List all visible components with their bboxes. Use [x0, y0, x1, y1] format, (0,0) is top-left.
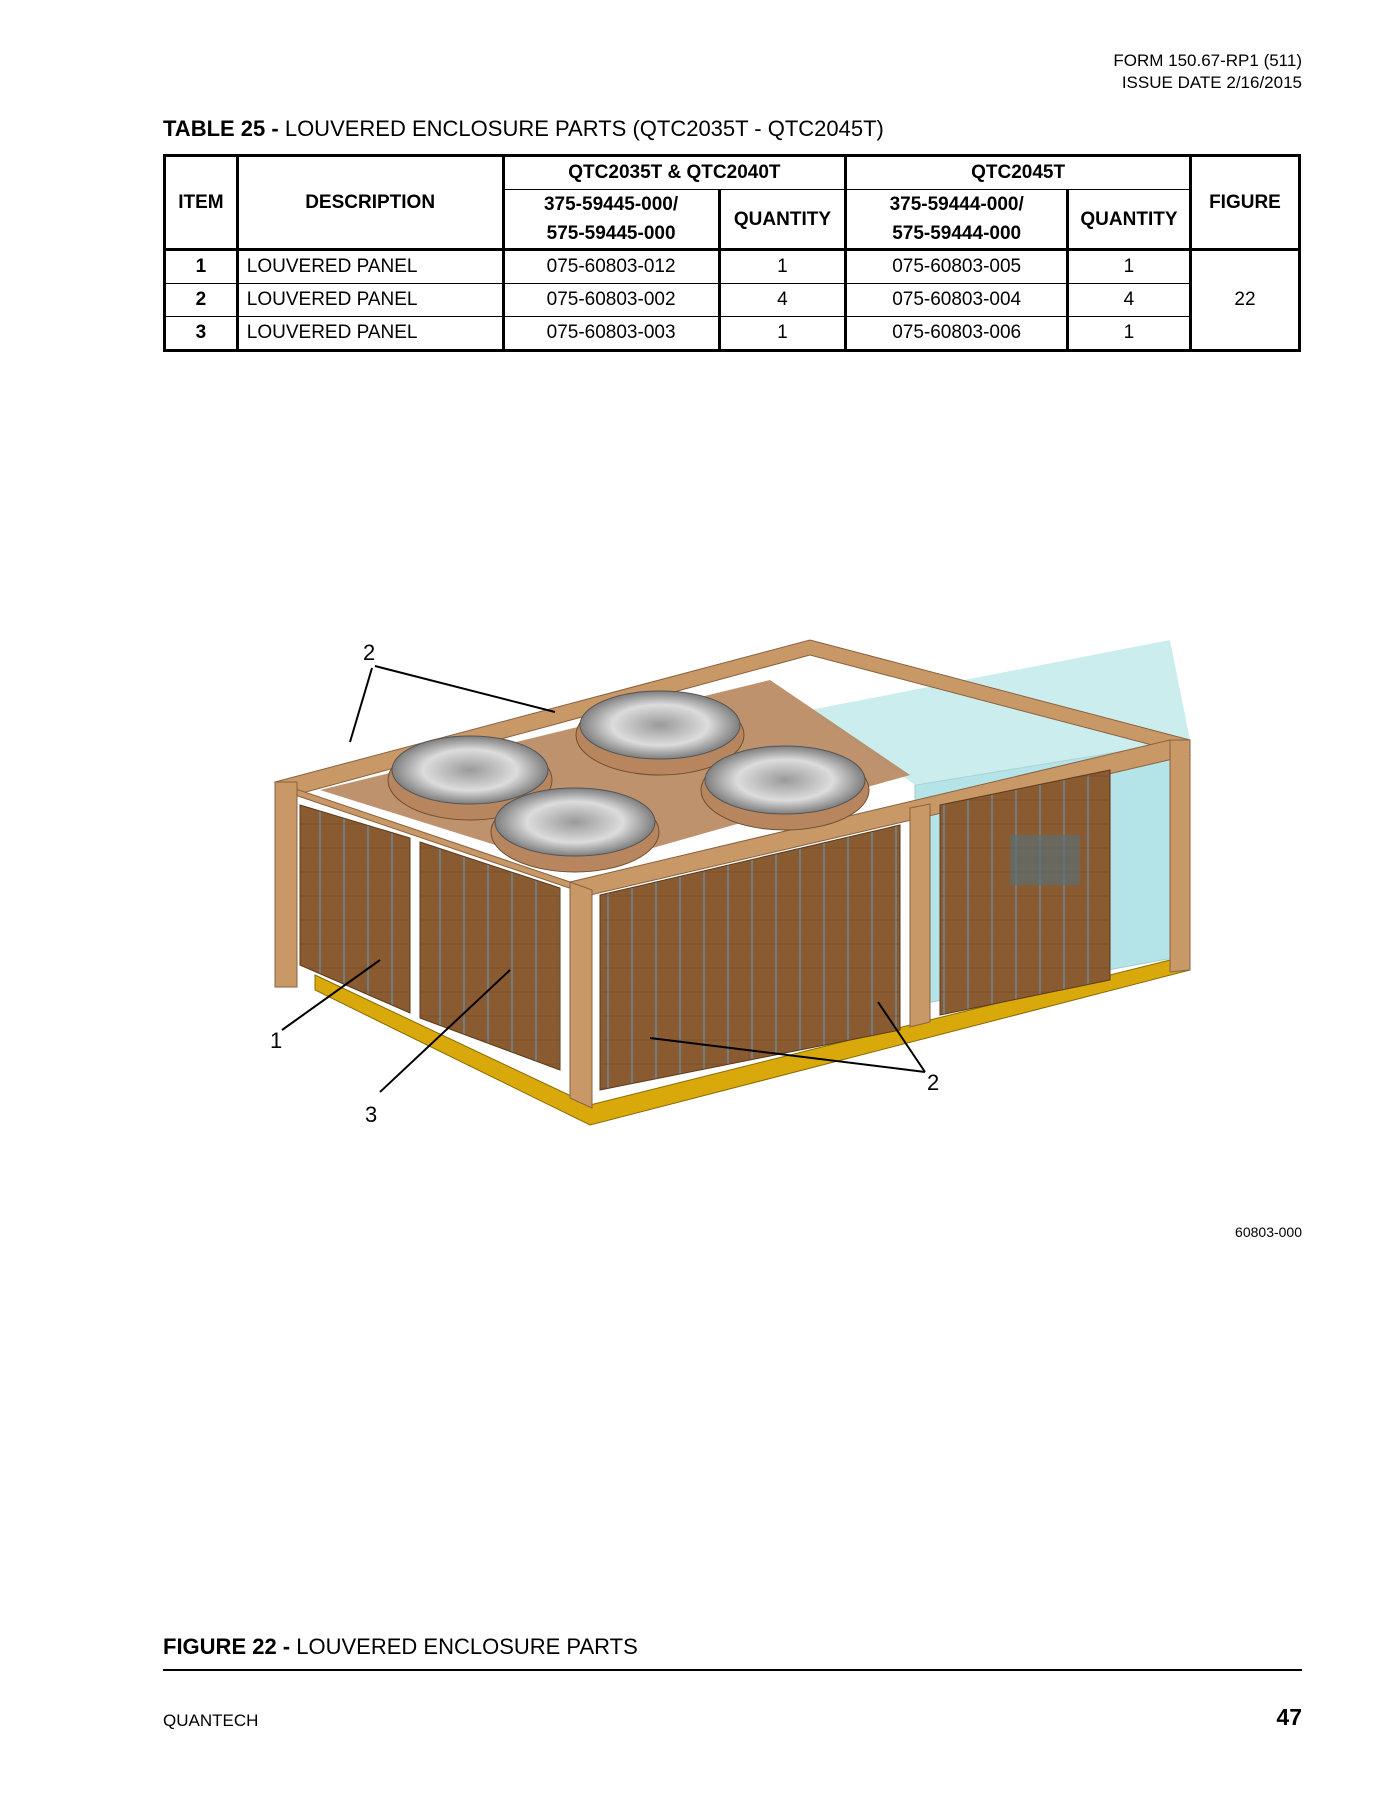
table-row [165, 317, 1300, 351]
corner-post [1170, 740, 1190, 972]
col-header-qty-a: QUANTITY [719, 190, 846, 250]
part-a-line2: 575-59445-000 [546, 223, 676, 244]
row-part-a: 075-60803-002 [503, 284, 719, 317]
page-header [1113, 50, 1302, 94]
col-header-group-a: QTC2035T & QTC2040T [503, 156, 846, 190]
fan-icon [705, 746, 865, 814]
leader-line [350, 668, 372, 742]
enclosure-illustration [270, 620, 1210, 1140]
compressor-icon [1010, 835, 1080, 885]
mid-post [910, 804, 930, 1027]
row-part-b: 075-60803-005 [846, 250, 1068, 284]
col-header-part-b [846, 190, 1068, 250]
fan-icon [495, 788, 655, 856]
part-a-line1: 375-59445-000/ [543, 194, 679, 215]
table-title-text: LOUVERED ENCLOSURE PARTS (QTC2035T - QTC2045T) [278, 116, 884, 141]
table-title [163, 116, 884, 142]
issue-date: ISSUE DATE 2/16/2015 [1121, 73, 1302, 92]
figure-title-number: FIGURE 22 - [163, 1634, 291, 1659]
page-number: 47 [1276, 1704, 1302, 1730]
row-qty-a: 1 [719, 317, 846, 351]
col-header-description: DESCRIPTION [237, 156, 503, 250]
fan-icon [392, 736, 548, 804]
table-row [165, 250, 1300, 284]
row-qty-a: 1 [719, 250, 846, 284]
enclosure-drawing [275, 640, 1190, 1125]
parts-table [163, 154, 1301, 352]
figure-code: 60803-000 [1235, 1224, 1302, 1240]
fan-icon [580, 691, 740, 759]
col-header-figure: FIGURE [1190, 156, 1299, 250]
leader-line [375, 666, 555, 712]
col-header-qty-b: QUANTITY [1068, 190, 1191, 250]
col-header-part-a [503, 190, 719, 250]
callout-label: 2 [363, 640, 376, 665]
part-b-line2: 575-59444-000 [892, 223, 1022, 244]
row-figure-ref: 22 [1190, 250, 1299, 351]
row-item: 2 [165, 284, 238, 317]
row-description: LOUVERED PANEL [237, 284, 503, 317]
louvered-panel-2b [940, 770, 1110, 1015]
corner-post [275, 782, 297, 987]
row-description: LOUVERED PANEL [237, 317, 503, 351]
row-part-b: 075-60803-006 [846, 317, 1068, 351]
row-qty-b: 4 [1068, 284, 1191, 317]
callout-label: 2 [927, 1070, 940, 1095]
figure-title-text: LOUVERED ENCLOSURE PARTS [290, 1634, 638, 1659]
row-qty-b: 1 [1068, 250, 1191, 284]
table-row [165, 284, 1300, 317]
footer-rule [163, 1669, 1302, 1671]
row-qty-a: 4 [719, 284, 846, 317]
part-b-line1: 375-59444-000/ [889, 194, 1024, 215]
row-description: LOUVERED PANEL [237, 250, 503, 284]
figure-title [163, 1634, 638, 1660]
row-qty-b: 1 [1068, 317, 1191, 351]
table-title-number: TABLE 25 - [163, 116, 279, 141]
col-header-group-b: QTC2045T [846, 156, 1191, 190]
callout-label: 1 [270, 1028, 283, 1053]
row-part-a: 075-60803-012 [503, 250, 719, 284]
row-part-b: 075-60803-004 [846, 284, 1068, 317]
row-part-a: 075-60803-003 [503, 317, 719, 351]
callout-label: 3 [365, 1102, 378, 1127]
row-item: 1 [165, 250, 238, 284]
footer-brand: QUANTECH [163, 1711, 259, 1730]
corner-post [570, 882, 592, 1108]
col-header-item: ITEM [165, 156, 238, 250]
form-number: FORM 150.67-RP1 (511) [1113, 51, 1302, 70]
row-item: 3 [165, 317, 238, 351]
